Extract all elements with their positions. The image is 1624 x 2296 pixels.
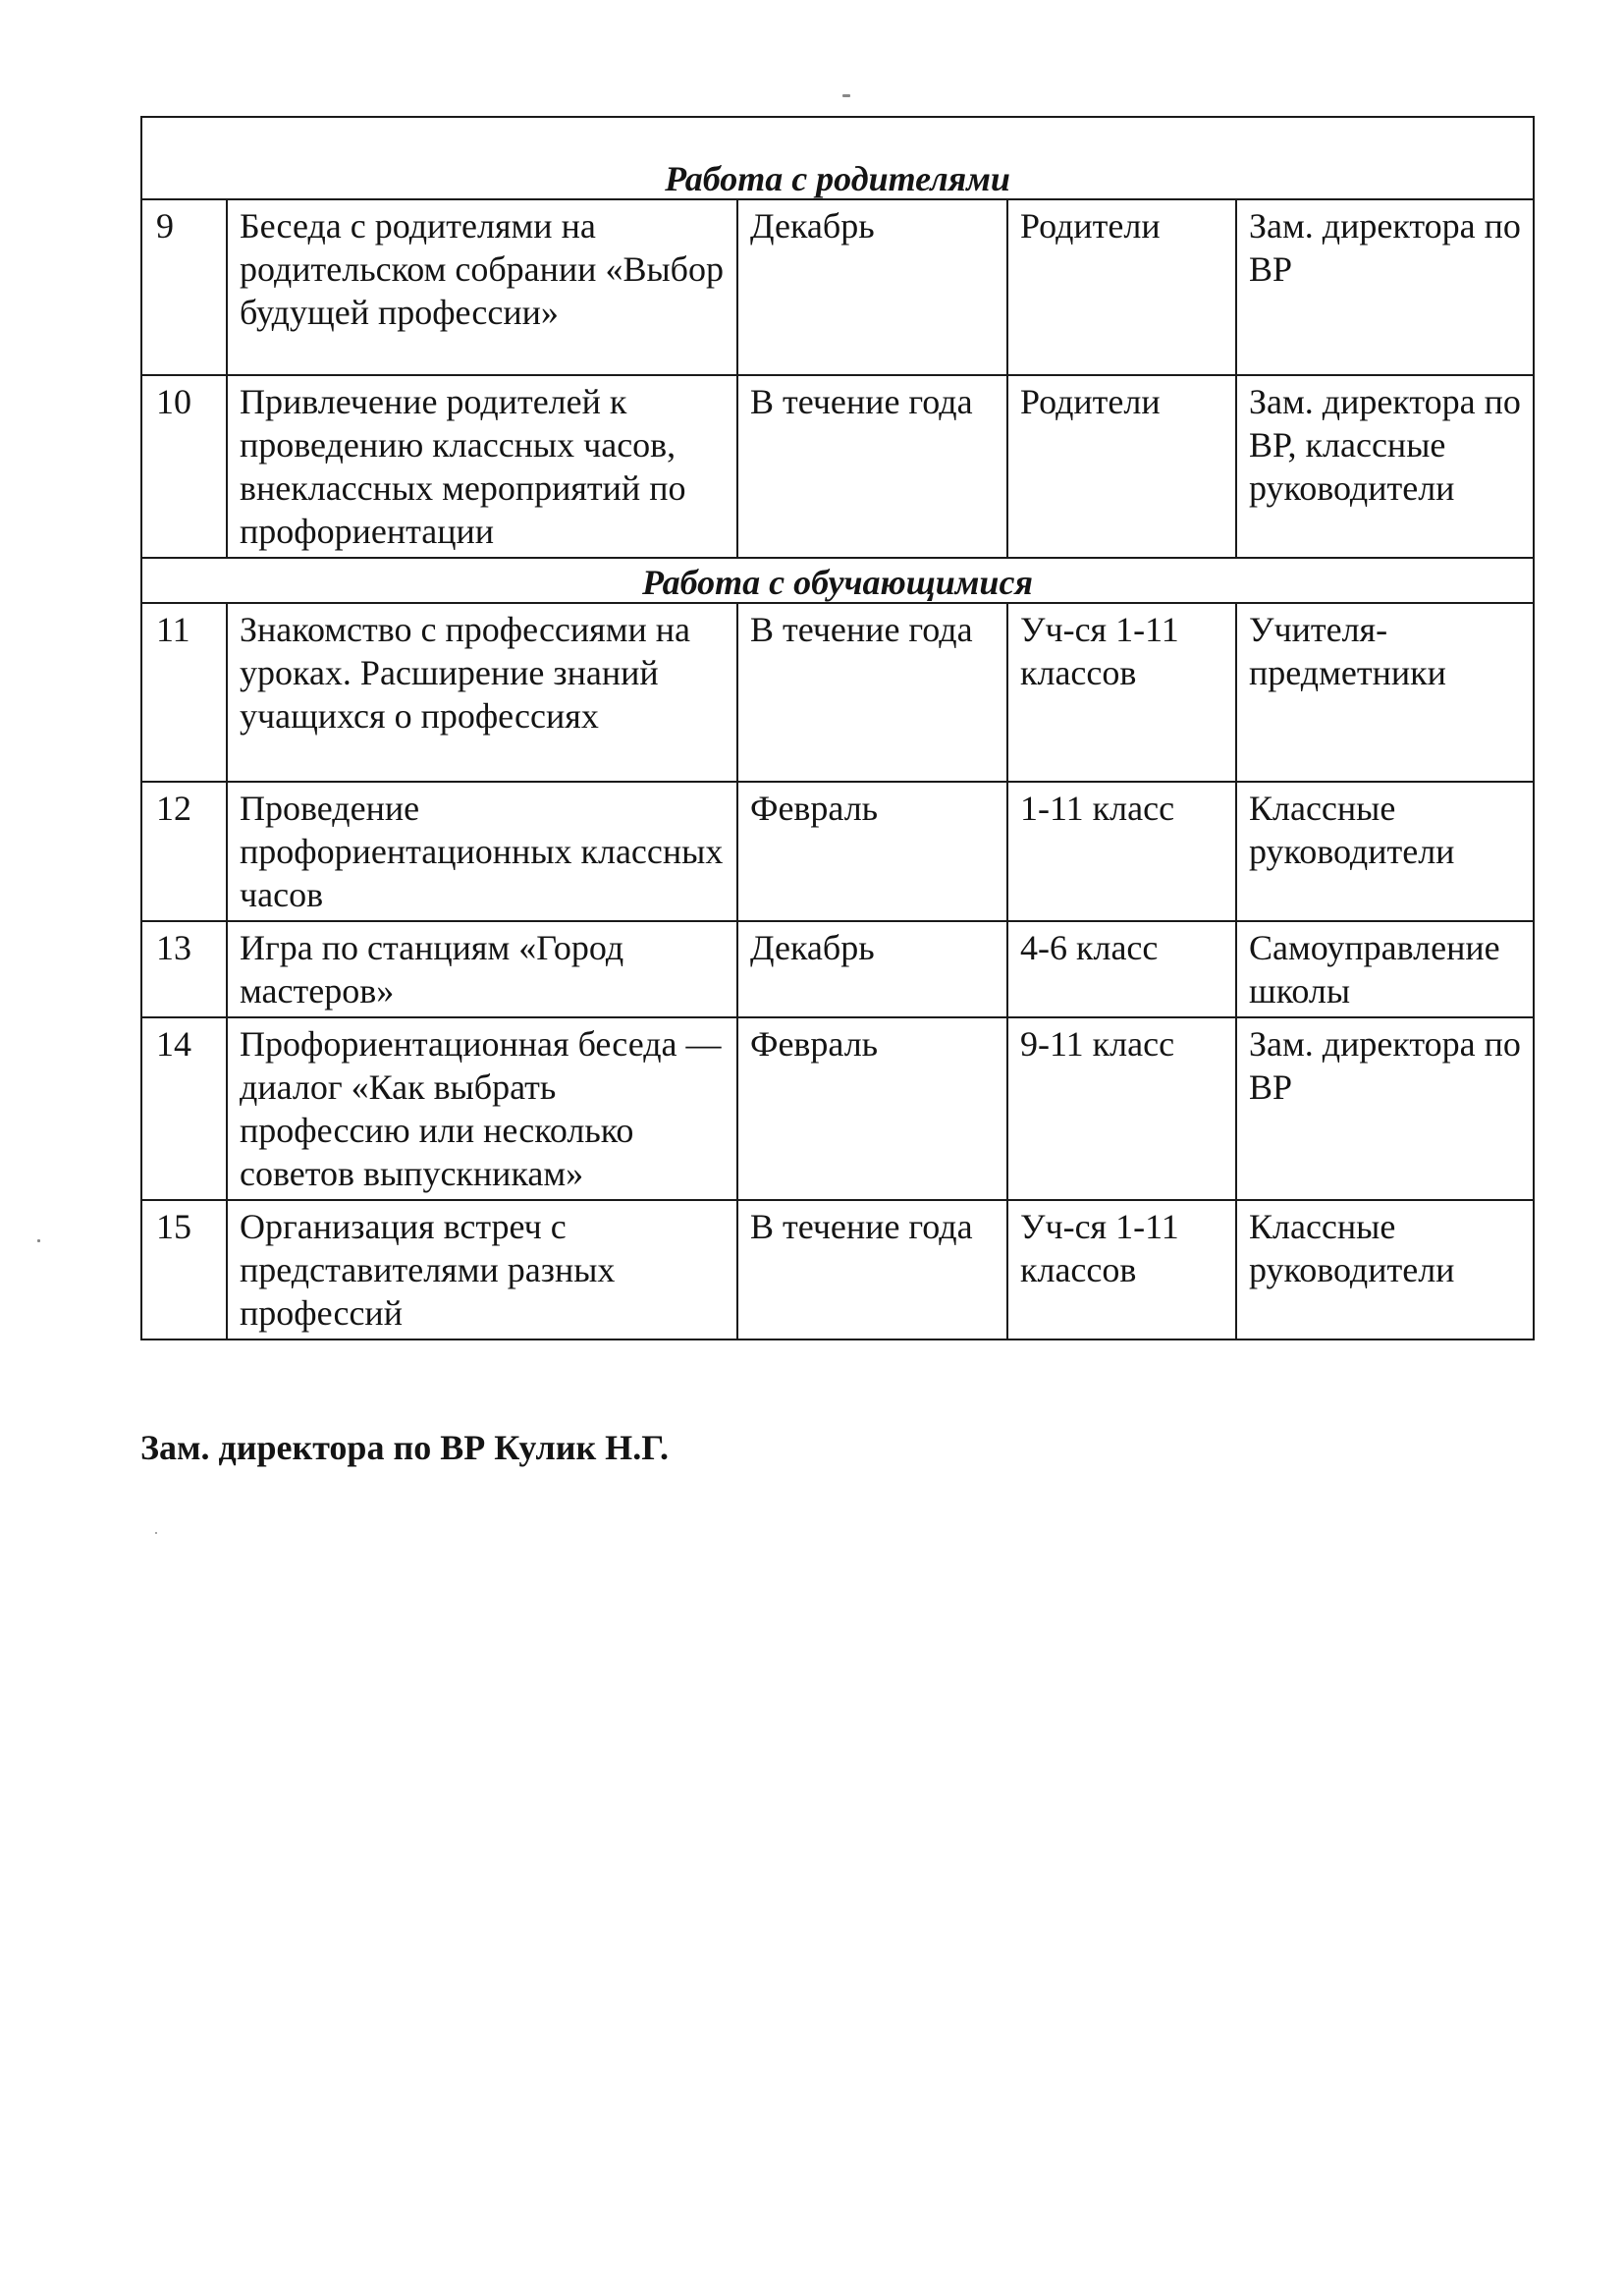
participants-cell: 9-11 класс [1007,1017,1236,1200]
responsible-cell: Зам. директора по ВР, классные руководители [1236,375,1534,558]
event-cell: Профориентационная беседа — диалог «Как выбрать профессию или несколько советов выпускникам» [227,1017,737,1200]
table-row [141,782,1534,921]
responsible-cell: Классные руководители [1236,1200,1534,1339]
section-header-students [141,558,1534,603]
row-number: 13 [141,921,227,1017]
responsible-cell: Учителя-предметники [1236,603,1534,782]
plan-table [140,116,1535,1340]
scan-speck [37,1239,40,1242]
row-number: 14 [141,1017,227,1200]
row-number: 15 [141,1200,227,1339]
section-title: Работа с обучающимися [141,558,1534,603]
participants-cell: Уч-ся 1-11 классов [1007,603,1236,782]
participants-cell: Родители [1007,375,1236,558]
responsible-cell: Самоуправление школы [1236,921,1534,1017]
responsible-cell: Классные руководители [1236,782,1534,921]
date-cell: Декабрь [737,921,1007,1017]
row-number: 11 [141,603,227,782]
table-row [141,1200,1534,1339]
event-cell: Привлечение родителей к проведению классных часов, внеклассных мероприятий по профориентации [227,375,737,558]
table-row [141,1017,1534,1200]
date-cell: Декабрь [737,199,1007,375]
responsible-cell: Зам. директора по ВР [1236,199,1534,375]
participants-cell: 1-11 класс [1007,782,1236,921]
section-header-parents [141,117,1534,199]
row-number: 9 [141,199,227,375]
event-cell: Знакомство с профессиями на уроках. Расширение знаний учащихся о профессиях [227,603,737,782]
participants-cell: 4-6 класс [1007,921,1236,1017]
event-cell: Проведение профориентационных классных часов [227,782,737,921]
signature-line: Зам. директора по ВР Кулик Н.Г. [140,1428,670,1467]
participants-cell: Родители [1007,199,1236,375]
row-number: 12 [141,782,227,921]
participants-cell: Уч-ся 1-11 классов [1007,1200,1236,1339]
date-cell: В течение года [737,603,1007,782]
date-cell: Февраль [737,782,1007,921]
scan-speck [842,94,850,97]
event-cell: Беседа с родителями на родительском собрании «Выбор будущей профессии» [227,199,737,375]
date-cell: В течение года [737,1200,1007,1339]
responsible-cell: Зам. директора по ВР [1236,1017,1534,1200]
table-row [141,921,1534,1017]
event-cell: Организация встреч с представителями разных профессий [227,1200,737,1339]
table-row [141,199,1534,375]
event-cell: Игра по станциям «Город мастеров» [227,921,737,1017]
table-row [141,375,1534,558]
row-number: 10 [141,375,227,558]
date-cell: В течение года [737,375,1007,558]
table-row [141,603,1534,782]
scan-speck [155,1532,157,1534]
date-cell: Февраль [737,1017,1007,1200]
section-title: Работа с родителями [141,117,1534,199]
